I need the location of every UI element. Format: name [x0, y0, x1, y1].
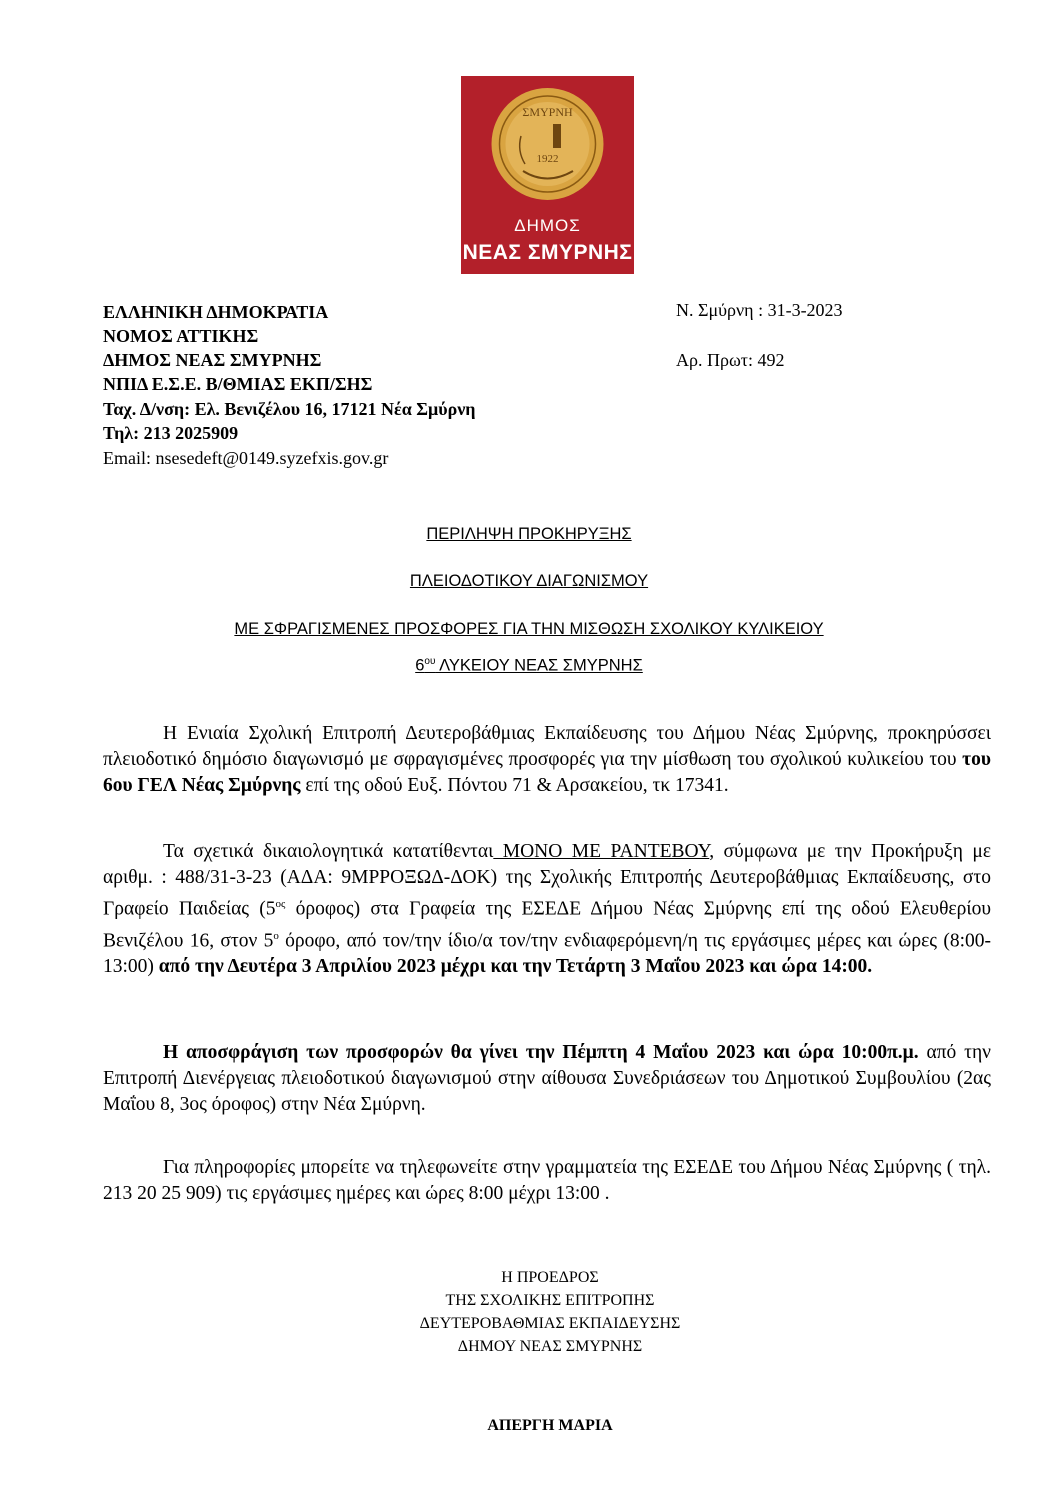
title-line-1: ΠΕΡΙΛΗΨΗ ΠΡΟΚΗΡΥΞΗΣ — [426, 525, 632, 543]
header-municipality: ΔΗΜΟΣ ΝΕΑΣ ΣΜΥΡΝΗΣ — [103, 350, 322, 370]
header-address: Ταχ. Δ/νση: Ελ. Βενιζέλου 16, 17121 Νέα Σμύρνη — [103, 399, 476, 419]
logo-municipality-line2: ΝΕΑΣ ΣΜΥΡΝΗΣ — [462, 241, 633, 264]
title-line-2: ΠΛΕΙΟΔΟΤΙΚΟΥ ΔΙΑΓΩΝΙΣΜΟΥ — [409, 572, 649, 590]
header-prefecture: ΝΟΜΟΣ ΑΤΤΙΚΗΣ — [103, 326, 259, 346]
signature-role-1: Η ΠΡΟΕΔΡΟΣ — [501, 1269, 599, 1286]
header-entity: ΝΠΙΔ Ε.Σ.Ε. Β/ΘΜΙΑΣ ΕΚΠ/ΣΗΣ — [103, 374, 373, 394]
signature-role-4: ΔΗΜΟΥ ΝΕΑΣ ΣΜΥΡΝΗΣ — [457, 1338, 643, 1355]
municipality-logo — [461, 76, 634, 274]
paragraph-4: Για πληροφορίες μπορείτε να τηλεφωνείτε στην γραμματεία της ΕΣΕΔΕ του Δήμου Νέας Σμύρνης ( τηλ. 213 20 25 909) τις εργάσιμες ημέρες και ώρες 8:00 μέχρι 13:00 . — [103, 1157, 991, 1204]
header-email: Email: nsesedeft@0149.syzefxis.gov.gr — [103, 448, 389, 468]
seal-icon — [461, 76, 634, 216]
title-line-4: $6^{o\upsilon}$ ΛΥΚΕΙΟΥ ΝΕΑΣ ΣΜΥΡΝΗΣ — [415, 656, 643, 675]
signature-role-3: ΔΕΥΤΕΡΟΒΑΘΜΙΑΣ ΕΚΠΑΙΔΕΥΣΗΣ — [419, 1315, 681, 1332]
protocol-number: Αρ. Πρωτ: 492 — [676, 350, 785, 370]
paragraph-1: Η Ενιαία Σχολική Επιτροπή Δευτεροβάθμιας Εκπαίδευσης του Δήμου Νέας Σμύρνης, προκηρύσσει πλειοδοτικό δημόσιο διαγωνισμό με σφραγισμένες προσφορές για την μίσθωση του σχολικού κυλικείου του του 6ου ΓΕΛ Νέας Σμύρνης επί της οδού Ευξ. Πόντου 71 & Αρσακείου, τκ 17341. — [103, 723, 991, 796]
title-line-3: ΜΕ ΣΦΡΑΓΙΣΜΕΝΕΣ ΠΡΟΣΦΟΡΕΣ ΓΙΑ ΤΗΝ ΜΙΣΘΩΣΗ ΣΧΟΛΙΚΟΥ ΚΥΛΙΚΕΙΟΥ — [234, 620, 824, 638]
header-phone: Τηλ: 213 2025909 — [103, 423, 239, 443]
paragraph-2: Τα σχετικά δικαιολογητικά κατατίθενται ΜΟΝΟ ΜΕ ΡΑΝΤΕΒΟΥ, σύμφωνα με την Προκήρυξη με αριθμ. : 488/31-3-23 (ΑΔΑ: 9ΜΡΡΟΞΩΔ-ΔΟΚ) της Σχολικής Επιτροπής Δευτεροβάθμιας Εκπαίδευσης, στο Γραφείο Παιδείας ($5^{o\varsigma}$ όροφος) στα Γραφεία της ΕΣΕΔΕ Δήμου Νέας Σμύρνης επί της οδού Ελευθερίου Βενιζέλου 16, στον $5^o$ όροφο, από τον/την ίδιο/α τον/την ενδιαφερόμενη/η τις εργάσιμες μέρες και ώρες (8:00-13:00) από την Δευτέρα 3 Απριλίου 2023 μέχρι και την Τετάρτη 3 Μαΐου 2023 και ώρα 14:00. — [103, 841, 992, 977]
signature-name: ΑΠΕΡΓΗ ΜΑΡΙΑ — [487, 1417, 613, 1434]
document-date: Ν. Σμύρνη : 31-3-2023 — [676, 300, 843, 320]
logo-municipality-line1: ΔΗΜΟΣ — [514, 216, 581, 235]
paragraph-3: Η αποσφράγιση των προσφορών θα γίνει την Πέμπτη 4 Μαΐου 2023 και ώρα 10:00π.μ. από την Επιτροπή Διενέργειας πλειοδοτικού διαγωνισμού στην αίθουσα Συνεδριάσεων του Δημοτικού Συμβουλίου (2ας Μαΐου 8, 3ος όροφος) στην Νέα Σμύρνη. — [103, 1042, 991, 1115]
svg-text:1922: 1922 — [536, 153, 559, 165]
signature-role-2: ΤΗΣ ΣΧΟΛΙΚΗΣ ΕΠΙΤΡΟΠΗΣ — [445, 1292, 655, 1309]
svg-text:ΣΜΥΡΝΗ: ΣΜΥΡΝΗ — [522, 105, 573, 119]
header-country: ΕΛΛΗΝΙΚΗ ΔΗΜΟΚΡΑΤΙΑ — [103, 302, 329, 322]
